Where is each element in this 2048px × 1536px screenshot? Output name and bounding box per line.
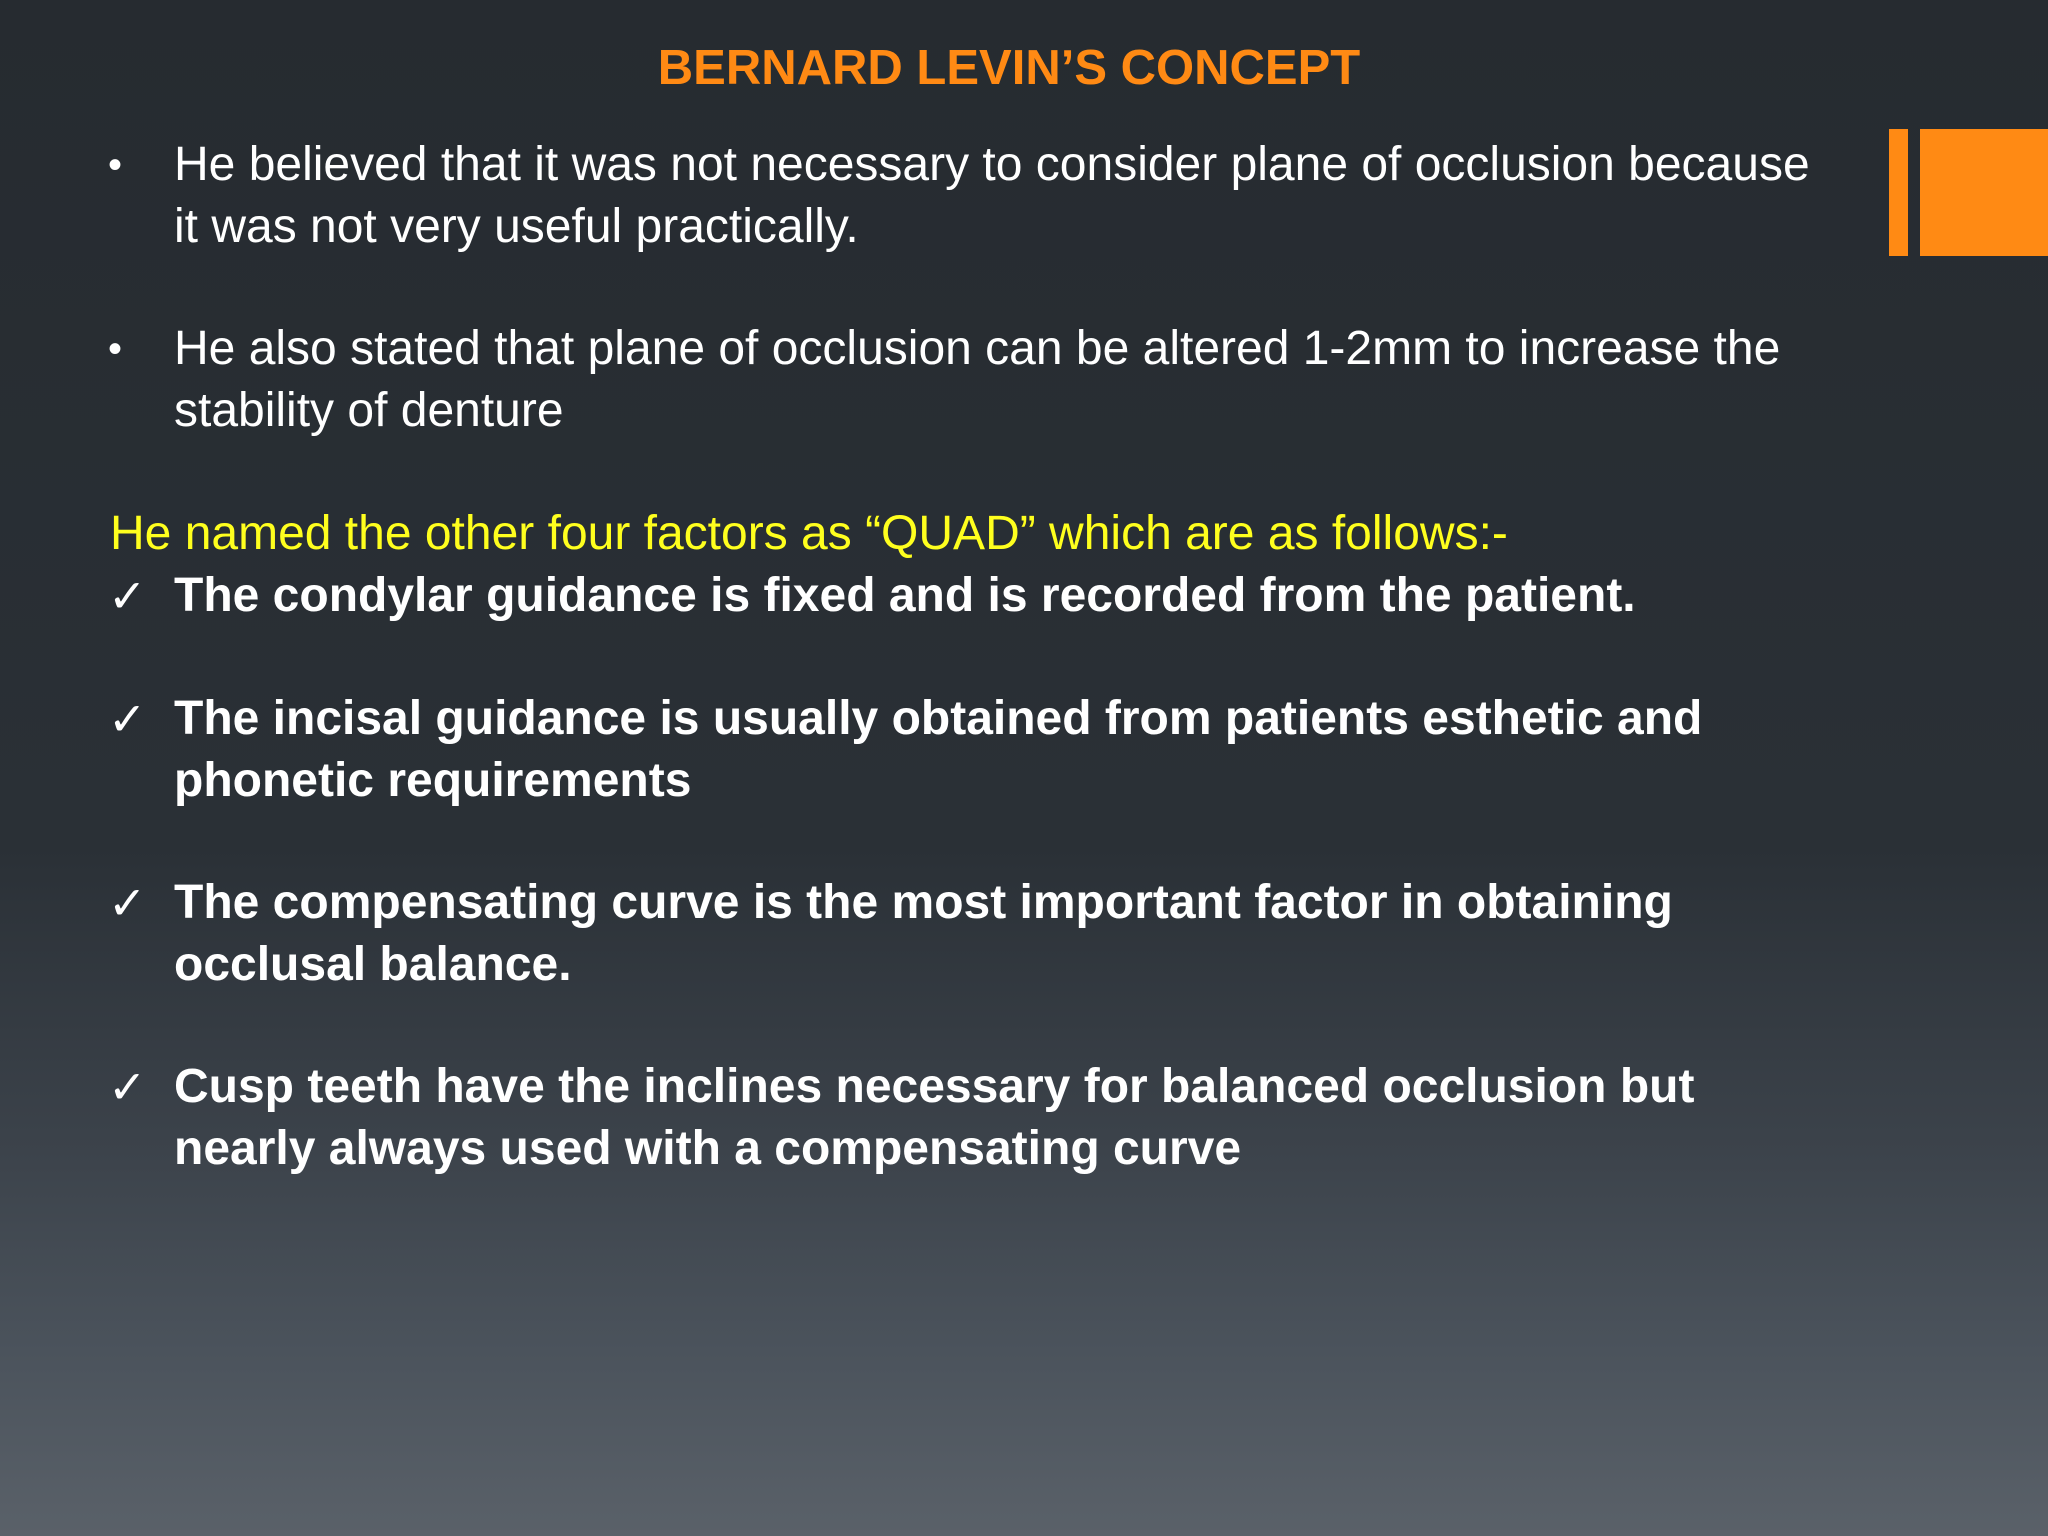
bullet-text: He also stated that plane of occlusion can be altered 1-2mm to increase the stability of denture xyxy=(174,322,1781,437)
checklist-text: The condylar guidance is fixed and is recorded from the patient. xyxy=(174,569,1636,622)
slide-title: BERNARD LEVIN’S CONCEPT xyxy=(657,41,1361,95)
bullet-text: He believed that it was not necessary to consider plane of occlusion because it was not very useful practically. xyxy=(174,138,1810,253)
checklist-text: Cusp teeth have the inclines necessary for balanced occlusion but nearly always used with a compensating curve xyxy=(174,1060,1695,1175)
quad-intro: He named the other four factors as “QUAD” which are as follows:- xyxy=(110,507,1508,560)
accent-bar-thin xyxy=(1889,129,1908,256)
accent-bar-thick xyxy=(1920,129,2048,256)
check-icon: ✓ xyxy=(108,1061,147,1113)
checklist-text: The incisal guidance is usually obtained from patients esthetic and phonetic requirements xyxy=(174,692,1703,807)
bullet-marker: • xyxy=(108,327,123,371)
check-icon: ✓ xyxy=(108,570,147,622)
check-icon: ✓ xyxy=(108,693,147,745)
bullet-marker: • xyxy=(108,143,123,187)
checklist-text: The compensating curve is the most important factor in obtaining occlusal balance. xyxy=(174,876,1673,991)
check-icon: ✓ xyxy=(108,877,147,929)
